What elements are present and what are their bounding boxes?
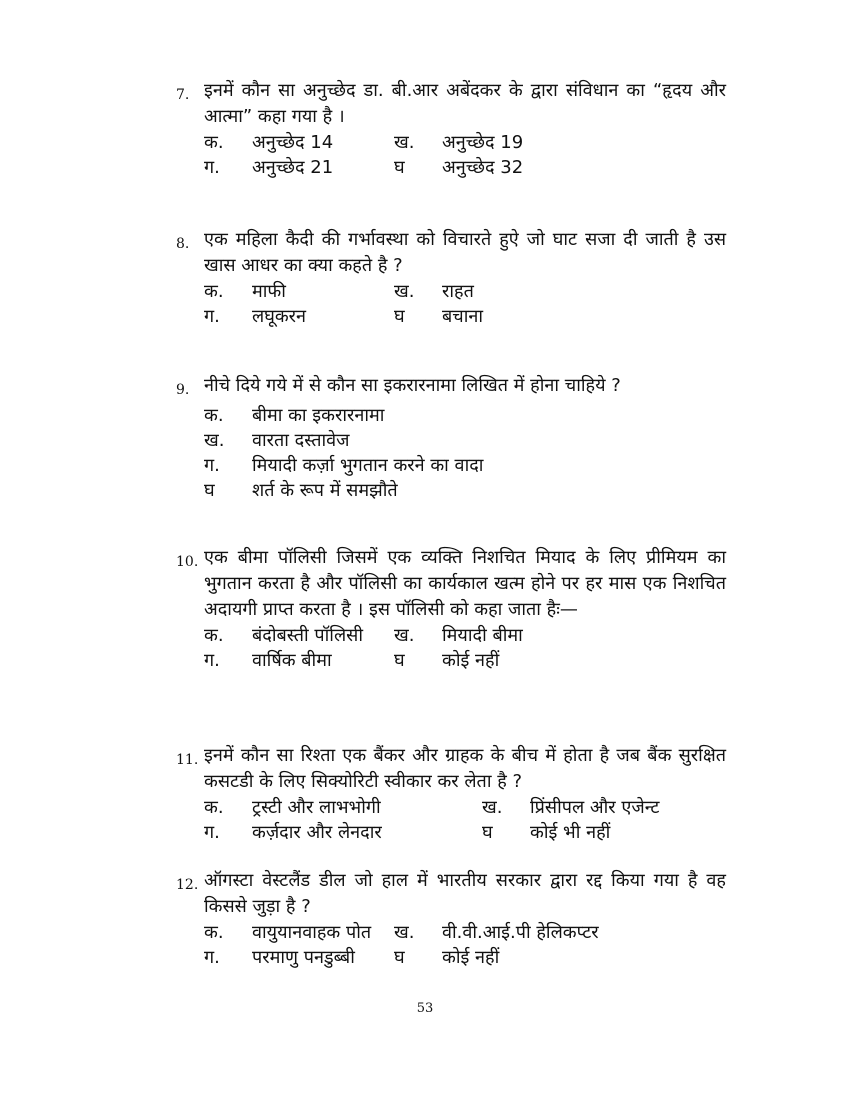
option-ga: ग. लघूकरन [204, 306, 307, 327]
option-gha: घ अनुच्छेद 32 [394, 157, 524, 178]
option-kha: ख. राहत [394, 281, 474, 302]
page-number: 53 [416, 1001, 434, 1016]
options [204, 130, 726, 180]
option-ka: क. बंदोबस्ती पॉलिसी [204, 625, 364, 646]
option-ka: क. अनुच्छेद 14 [204, 132, 334, 153]
question-8 [176, 227, 726, 329]
option-ka: क. वायुयानवाहक पोत [204, 922, 372, 943]
question-text: इनमें कौन सा रिश्ता एक बैंकर और ग्राहक के बीच में होता है जब बैंक सुरक्षित कसटडी के लिए सिक्योरिटी स्वीकार कर लेता है ? [204, 745, 726, 792]
question-number: 12. [176, 877, 199, 893]
question-text: नीचे दिये गये में से कौन सा इकरारनामा लिखित में होना चाहिये ? [204, 375, 621, 396]
options [204, 279, 726, 329]
option-ga: ग. परमाणु पनडुब्बी [204, 947, 355, 968]
question-10 [176, 545, 726, 673]
question-9 [176, 373, 726, 503]
question-number: 10. [176, 554, 199, 570]
question-number: 7. [176, 87, 190, 103]
options [204, 920, 726, 970]
option-gha: घ कोई भी नहीं [482, 822, 611, 843]
option-gha: घ कोई नहीं [394, 947, 500, 968]
question-text: इनमें कौन सा अनुच्छेद डा. बी.आर अबेंदकर के द्वारा संविधान का “हृदय और आत्मा” कहा गया है । [204, 80, 726, 127]
options [204, 795, 726, 845]
options [204, 403, 726, 503]
option-ga: ग. अनुच्छेद 21 [204, 157, 334, 178]
option-ga: ग. कर्ज़दार और लेनदार [204, 822, 382, 843]
option-gha: घ कोई नहीं [394, 650, 500, 671]
option-ga: ग. मियादी कर्ज़ा भुगतान करने का वादा [204, 455, 484, 476]
options [204, 623, 726, 673]
option-ka: क. बीमा का इकरारनामा [204, 405, 385, 426]
question-number: 9. [176, 382, 190, 398]
question-text: ऑगस्टा वेस्टलैंड डील जो हाल में भारतीय सरकार द्वारा रद्द किया गया है वह किससे जुड़ा है ? [204, 870, 726, 917]
option-gha: घ शर्त के रूप में समझौते [204, 480, 398, 501]
question-number: 11. [176, 752, 199, 768]
option-kha: ख. अनुच्छेद 19 [394, 132, 524, 153]
option-kha: ख. प्रिंसीपल और एजेन्ट [482, 797, 660, 818]
option-kha: ख. वी.वी.आई.पी हेलिकप्टर [394, 922, 599, 943]
option-ka: क. ट्रस्टी और लाभभोगी [204, 797, 381, 818]
question-7 [176, 78, 726, 180]
option-kha: ख. वारता दस्तावेज [204, 430, 350, 451]
question-text: एक बीमा पॉलिसी जिसमें एक व्यक्ति निशचित मियाद के लिए प्रीमियम का भुगतान करता है और पॉलिसी का कार्यकाल खत्म होने पर हर मास एक निशचित अदायगी प्राप्त करता है । इस पॉलिसी को कहा जाता हैः— [204, 547, 726, 620]
question-text: एक महिला कैदी की गर्भावस्था को विचारते हुऐ जो घाट सजा दी जाती है उस खास आधर का क्या कहते है ? [204, 229, 726, 276]
option-ga: ग. वार्षिक बीमा [204, 650, 332, 671]
question-12 [176, 868, 726, 970]
question-number: 8. [176, 236, 190, 252]
option-ka: क. माफी [204, 281, 286, 302]
question-11 [176, 743, 726, 845]
option-gha: घ बचाना [394, 306, 484, 327]
option-kha: ख. मियादी बीमा [394, 625, 523, 646]
